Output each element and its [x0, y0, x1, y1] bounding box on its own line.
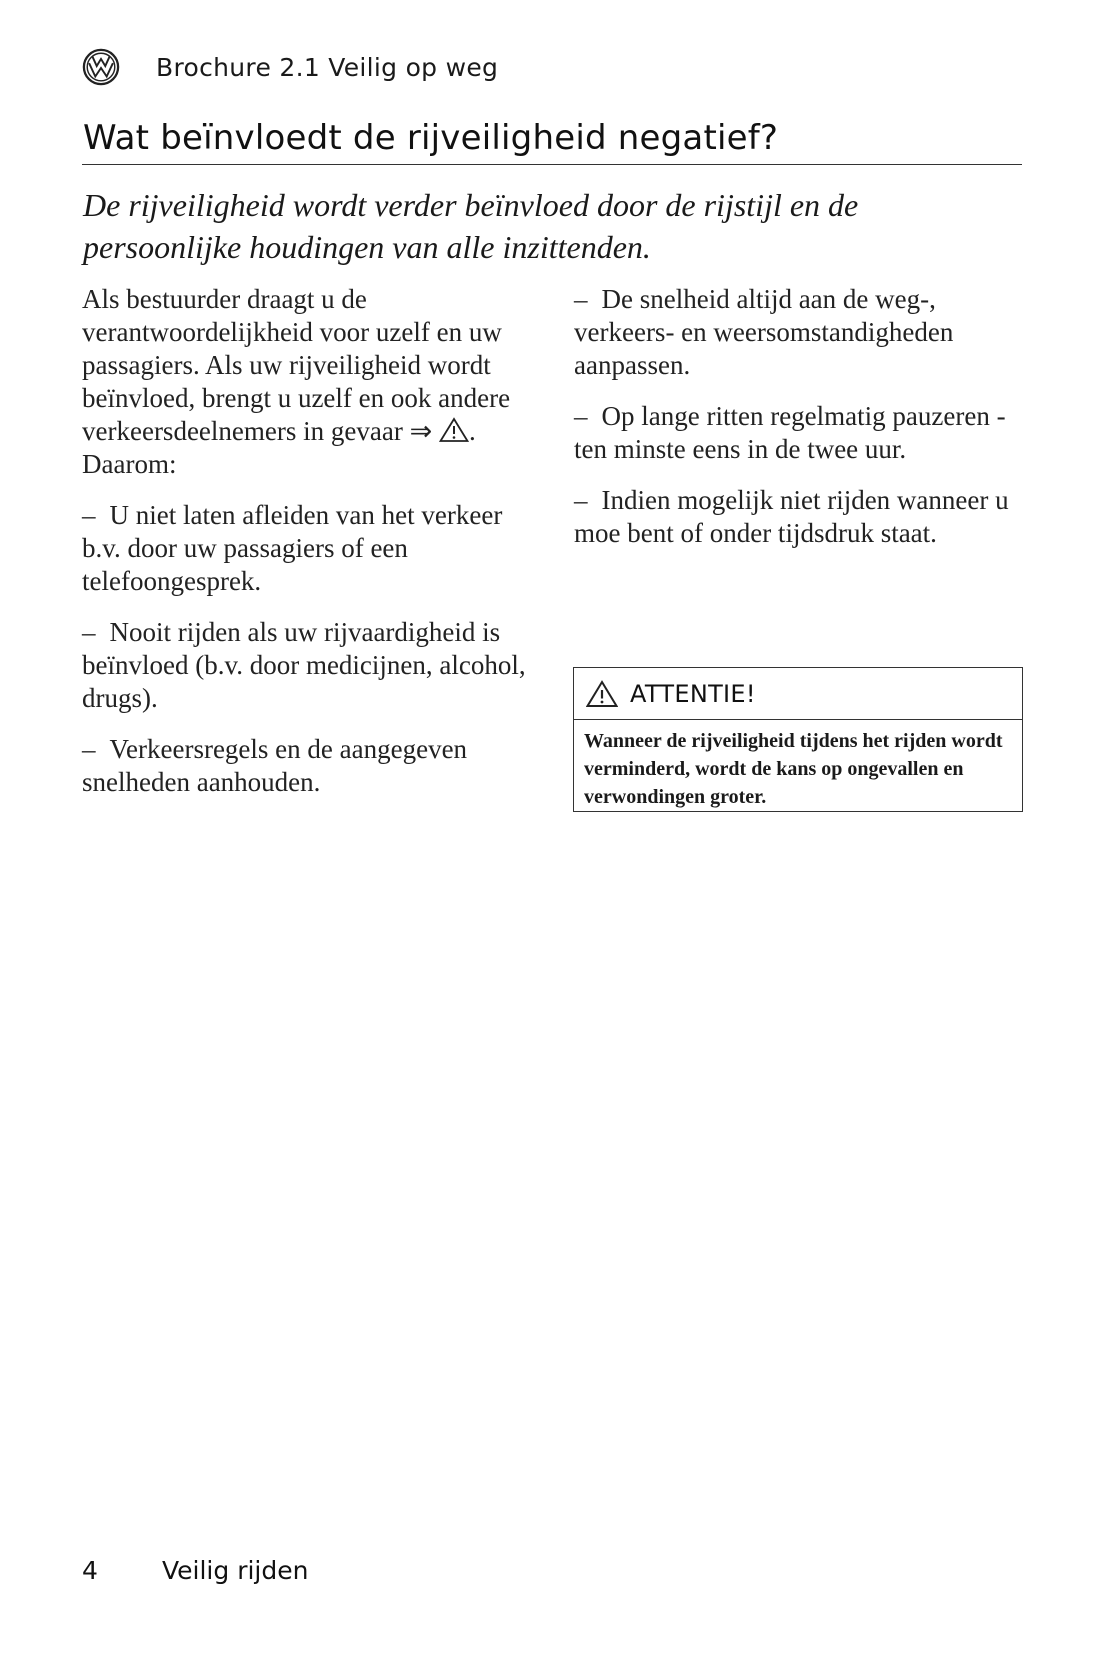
- lead-text-end: . Daarom:: [82, 416, 476, 479]
- list-item: [574, 283, 1024, 382]
- attention-header: [574, 668, 1022, 720]
- list-dash: –: [82, 500, 96, 530]
- list-item-text: Nooit rijden als uw rijvaardigheid is beïnvloed (b.v. door medicijnen, alcohol, drugs).: [82, 617, 526, 713]
- list-dash: –: [574, 284, 588, 314]
- list-item-text: De snelheid altijd aan de weg-, verkeers- en weersomstandigheden aanpassen.: [574, 284, 954, 380]
- section-name: Veilig rijden: [162, 1556, 309, 1585]
- list-item-text: U niet laten afleiden van het verkeer b.v. door uw passagiers of een telefoongesprek.: [82, 500, 503, 596]
- attention-text: Wanneer de rijveiligheid tijdens het rijden wordt verminderd, wordt de kans op ongevallen en verwondingen groter.: [584, 730, 1003, 808]
- list-item: [574, 484, 1024, 550]
- attention-box: [573, 667, 1023, 812]
- page-number: 4: [82, 1556, 98, 1585]
- list-dash: –: [82, 617, 96, 647]
- list-item: [82, 733, 542, 799]
- list-item-text: Indien mogelijk niet rijden wanneer u moe bent of onder tijdsdruk staat.: [574, 485, 1009, 548]
- list-dash: –: [82, 734, 96, 764]
- warning-triangle-icon: [586, 680, 618, 708]
- title-divider: [82, 164, 1022, 165]
- list-item: [574, 400, 1024, 466]
- page-title: Wat beïnvloedt de rijveiligheid negatief?: [83, 118, 779, 158]
- lead-text: Als bestuurder draagt u de verantwoordelijkheid voor uzelf en uw passagiers. Als uw rijveiligheid wordt beïnvloed, brengt u uzelf en ook andere verkeersdeelnemers in gevaar ⇒: [82, 284, 511, 446]
- brochure-title: Brochure 2.1 Veilig op weg: [156, 52, 499, 82]
- intro-paragraph: De rijveiligheid wordt verder beïnvloed door de rijstijl en de persoonlijke houdingen van alle inzittenden.: [83, 187, 859, 265]
- list-dash: –: [574, 401, 588, 431]
- page-header: [82, 46, 498, 88]
- list-item: [82, 499, 542, 598]
- attention-label: ATTENTIE!: [630, 679, 756, 708]
- right-column: [574, 283, 1024, 568]
- vw-logo-icon: [82, 48, 120, 86]
- list-dash: –: [574, 485, 588, 515]
- list-item-text: Verkeersregels en de aangegeven snelheden aanhouden.: [82, 734, 468, 797]
- list-item-text: Op lange ritten regelmatig pauzeren - ten minste eens in de twee uur.: [574, 401, 1006, 464]
- list-item: [82, 616, 542, 715]
- warning-triangle-icon: [439, 417, 469, 443]
- left-column: [82, 283, 542, 817]
- lead-paragraph: [82, 283, 542, 481]
- page-footer: [82, 1556, 308, 1585]
